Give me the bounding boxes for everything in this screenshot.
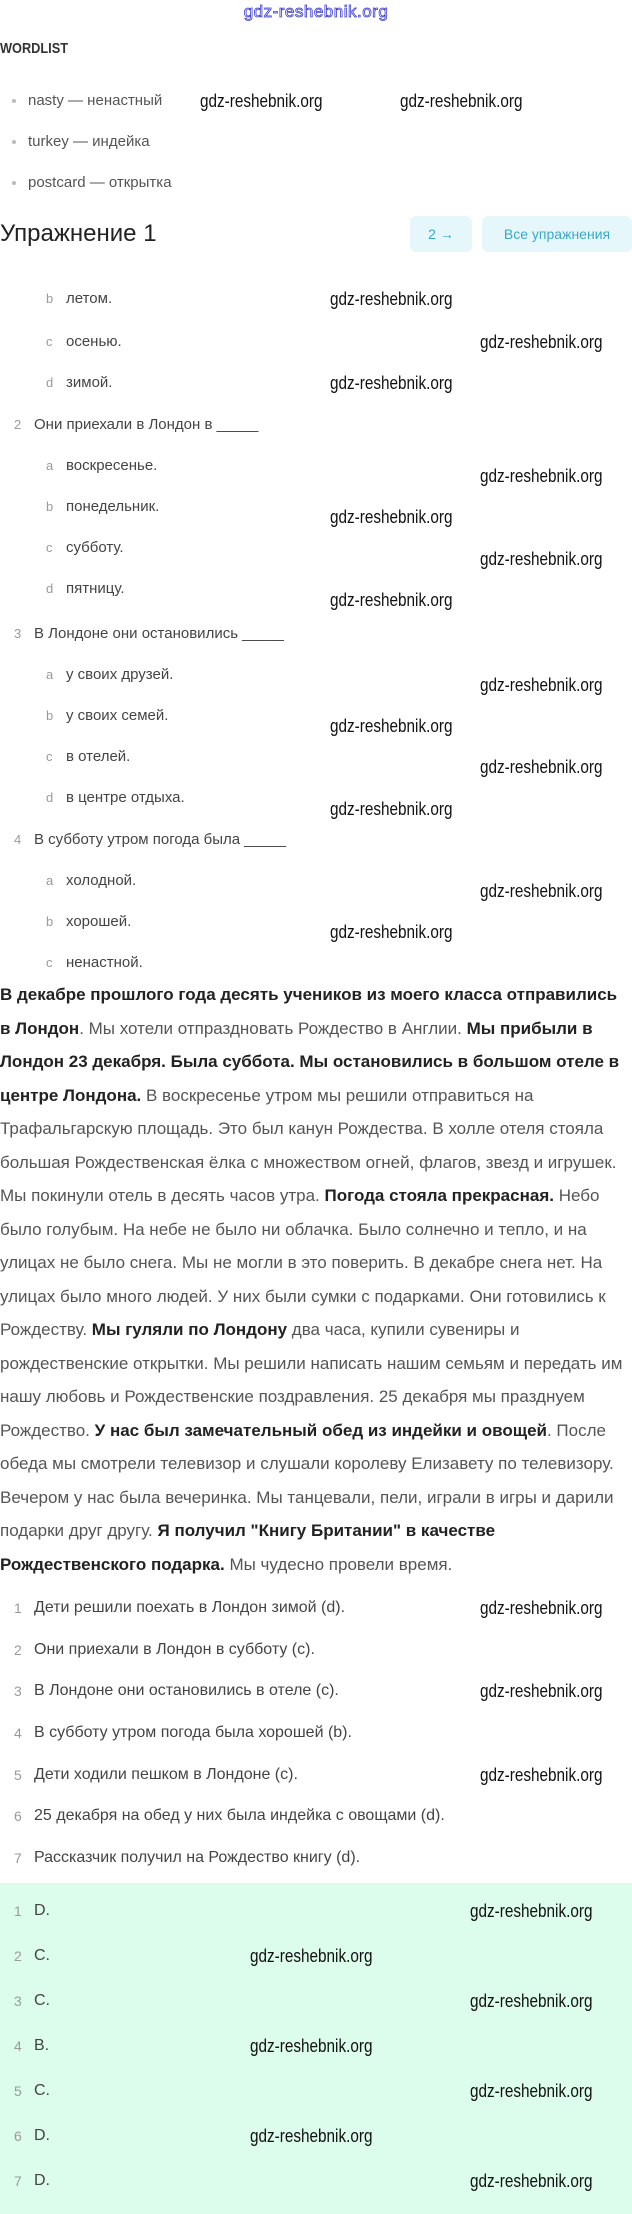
next-exercise-button[interactable]: 2 → <box>410 216 472 252</box>
wordlist-text: postcard — открытка <box>28 174 172 191</box>
statement-item <box>0 1670 632 1712</box>
statement-text: Дети решили поехать в Лондон зимой (d). <box>34 1598 346 1616</box>
watermark-text: gdz-reshebnik.org <box>330 590 453 610</box>
statement-item <box>0 1754 632 1796</box>
option-letter: d <box>46 790 54 805</box>
option-text: зимой. <box>66 374 113 391</box>
answer-item <box>0 1934 632 1979</box>
quiz-option[interactable] <box>0 789 185 806</box>
all-exercises-button[interactable]: Все упражнения <box>482 216 632 252</box>
wordlist-title: WORDLIST <box>0 40 68 57</box>
watermark-text: gdz-reshebnik.org <box>480 881 603 901</box>
statement-text: 25 декабря на обед у них была индейка с овощами (d). <box>34 1807 445 1825</box>
quiz-option[interactable] <box>0 333 122 350</box>
quiz-option[interactable] <box>0 666 173 683</box>
quiz-option[interactable] <box>0 580 125 597</box>
quiz-option[interactable] <box>0 457 157 474</box>
answer-item <box>0 2069 632 2114</box>
answer-text: D. <box>34 2172 50 2190</box>
option-letter: b <box>46 708 54 723</box>
option-text: осенью. <box>66 333 122 350</box>
option-text: в отелей. <box>66 748 131 765</box>
passage-segment: В воскресенье утром мы решили отправиться на Трафальгарскую площадь. Это был канун Рождества. В холле отеля стояла большая Рождественская ёлка с множеством огней, флагов, звезд и игрушек. Мы покинули отель в десять часов утра. <box>0 1085 617 1205</box>
answer-number: 4 <box>14 2038 22 2055</box>
answer-number: 2 <box>14 1948 22 1965</box>
watermark-text: gdz-reshebnik.org <box>480 332 603 352</box>
passage-segment: Мы прибыли в Лондон 23 декабря. Была суббота. Мы остановились в большом отеле в центре Лондона. <box>0 1018 620 1105</box>
question-number: 4 <box>14 832 22 847</box>
statement-text: Рассказчик получил на Рождество книгу (d). <box>34 1848 361 1866</box>
answer-number: 6 <box>14 2128 22 2145</box>
content-flow <box>0 978 632 2214</box>
passage-segment: Мы чудесно провели время. <box>224 1554 453 1574</box>
passage-segment: У нас был замечательный обед из индейки и овощей <box>94 1420 547 1440</box>
option-text: субботу. <box>66 539 124 556</box>
option-text: ненастной. <box>66 954 143 971</box>
statements-list <box>0 1587 632 1879</box>
statement-number: 3 <box>14 1683 22 1700</box>
answer-number: 5 <box>14 2083 22 2100</box>
watermark-text: gdz-reshebnik.org <box>330 289 453 309</box>
watermark-text: gdz-reshebnik.org <box>250 2036 373 2057</box>
answers-box <box>0 1883 632 2214</box>
option-letter: b <box>46 499 54 514</box>
watermark-text: gdz-reshebnik.org <box>480 1764 603 1785</box>
quiz-question <box>0 625 284 642</box>
quiz-option[interactable] <box>0 748 130 765</box>
watermark-text: gdz-reshebnik.org <box>470 1901 593 1922</box>
answer-text: B. <box>34 2037 50 2055</box>
answer-number: 1 <box>14 1903 22 1920</box>
quiz-option[interactable] <box>0 374 112 391</box>
watermark-text: gdz-reshebnik.org <box>480 675 603 695</box>
option-letter: c <box>46 334 53 349</box>
watermark-text: gdz-reshebnik.org <box>330 373 453 393</box>
answer-item <box>0 2159 632 2204</box>
reading-passage <box>0 978 630 1581</box>
option-text: у своих семей. <box>66 707 169 724</box>
answer-text: C. <box>34 1947 50 1965</box>
passage-segment: Небо было голубым. На небе не было ни облачка. Было солнечно и тепло, и на улицах не было снега. Мы не могли в это поверить. В декабре снега нет. На улицах было много людей. У них были сумки с подарками. Они готовились к Рождеству. <box>0 1186 606 1339</box>
statement-number: 1 <box>14 1599 22 1616</box>
statement-item <box>0 1837 632 1879</box>
statement-text: В субботу утром погода была хорошей (b). <box>34 1723 352 1741</box>
watermark-text: gdz-reshebnik.org <box>470 1991 593 2012</box>
statement-number: 6 <box>14 1808 22 1825</box>
statement-number: 5 <box>14 1766 22 1783</box>
watermark-text: gdz-reshebnik.org <box>480 466 603 486</box>
option-letter: c <box>46 540 53 555</box>
answer-item <box>0 1979 632 2024</box>
option-letter: c <box>46 749 53 764</box>
answer-item <box>0 1889 632 1934</box>
watermark-text: gdz-reshebnik.org <box>250 1946 373 1967</box>
question-number: 2 <box>14 417 22 432</box>
passage-segment: . Мы хотели отпраздновать Рождество в Англии. <box>79 1018 467 1038</box>
bullet-icon <box>12 140 16 144</box>
watermark-text: gdz-reshebnik.org <box>480 549 603 569</box>
watermark-text: gdz-reshebnik.org <box>250 2126 373 2147</box>
option-letter: a <box>46 667 54 682</box>
answer-item <box>0 2114 632 2159</box>
quiz-option[interactable] <box>0 498 159 515</box>
watermark-text: gdz-reshebnik.org <box>330 799 453 819</box>
question-number: 3 <box>14 626 22 641</box>
bullet-icon <box>12 99 16 103</box>
option-text: холодной. <box>66 872 137 889</box>
site-link[interactable]: gdz-reshebnik.org <box>243 2 389 21</box>
answer-text: C. <box>34 2082 50 2100</box>
option-text: в центре отдыха. <box>66 789 185 806</box>
quiz-option[interactable] <box>0 539 124 556</box>
option-letter: b <box>46 291 54 306</box>
statement-item <box>0 1629 632 1671</box>
question-text: Они приехали в Лондон в _____ <box>34 416 259 433</box>
exercise-title: Упражнение 1 <box>0 220 157 247</box>
quiz-option[interactable] <box>0 290 112 307</box>
answer-text: D. <box>34 1902 50 1920</box>
bullet-icon <box>12 181 16 185</box>
wordlist-item <box>12 174 172 191</box>
quiz-option[interactable] <box>0 872 136 889</box>
passage-segment: Мы гуляли по Лондону <box>91 1320 288 1339</box>
answer-text: D. <box>34 2127 50 2145</box>
option-text: хорошей. <box>66 913 132 930</box>
quiz-question <box>0 416 258 433</box>
statement-text: Они приехали в Лондон в субботу (c). <box>34 1640 315 1658</box>
statement-number: 4 <box>14 1724 22 1741</box>
passage-segment: два часа, купили сувениры и рождественские открытки. Мы решили написать нашим семьям и передать им нашу любовь и Рождественские поздравления. 25 декабря мы празднуем Рождество. <box>0 1320 623 1440</box>
watermark-text: gdz-reshebnik.org <box>400 91 523 111</box>
watermark-text: gdz-reshebnik.org <box>470 2081 593 2102</box>
answer-number: 3 <box>14 1993 22 2010</box>
watermark-text: gdz-reshebnik.org <box>480 1597 603 1618</box>
statement-text: Дети ходили пешком в Лондоне (c). <box>34 1765 298 1783</box>
watermark-text: gdz-reshebnik.org <box>330 922 453 942</box>
passage-segment: Погода стояла прекрасная. <box>324 1186 554 1205</box>
passage-segment: Я получил "Книгу Британии" в качестве Рождественского подарка. <box>0 1521 496 1574</box>
statement-item <box>0 1712 632 1754</box>
question-text: В субботу утром погода была _____ <box>34 831 287 848</box>
answer-number: 7 <box>14 2173 22 2190</box>
statement-item <box>0 1587 632 1629</box>
watermark-text: gdz-reshebnik.org <box>330 507 453 527</box>
option-letter: b <box>46 914 54 929</box>
option-text: воскресенье. <box>66 457 158 474</box>
wordlist-item <box>12 133 150 150</box>
option-letter: d <box>46 581 54 596</box>
watermark-text: gdz-reshebnik.org <box>480 1681 603 1702</box>
option-letter: c <box>46 955 53 970</box>
passage-segment: В декабре прошлого года десять учеников из моего класса отправились в Лондон <box>0 985 618 1038</box>
statement-text: В Лондоне они остановились в отеле (c). <box>34 1682 339 1700</box>
wordlist-item <box>12 92 162 109</box>
statement-number: 2 <box>14 1641 22 1658</box>
option-text: у своих друзей. <box>66 666 174 683</box>
option-text: летом. <box>66 290 113 307</box>
answer-item <box>0 2024 632 2069</box>
option-letter: a <box>46 873 54 888</box>
quiz-option[interactable] <box>0 707 168 724</box>
passage-segment: . После обеда мы смотрели телевизор и слушали королеву Елизавету по телевизору. Вечером у нас была вечеринка. Мы танцевали, пели, играли в игры и дарили подарки друг другу. <box>0 1420 614 1540</box>
wordlist-text: turkey — индейка <box>28 133 150 150</box>
option-text: понедельник. <box>66 498 160 515</box>
option-letter: a <box>46 458 54 473</box>
answer-text: C. <box>34 1992 50 2010</box>
statement-item <box>0 1795 632 1837</box>
question-text: В Лондоне они остановились _____ <box>34 625 284 642</box>
statement-number: 7 <box>14 1849 22 1866</box>
quiz-question <box>0 831 286 848</box>
quiz-option[interactable] <box>0 913 131 930</box>
wordlist-text: nasty — ненастный <box>28 92 163 109</box>
watermark-text: gdz-reshebnik.org <box>470 2171 593 2192</box>
watermark-text: gdz-reshebnik.org <box>330 716 453 736</box>
watermark-text: gdz-reshebnik.org <box>200 91 323 111</box>
option-text: пятницу. <box>66 580 125 597</box>
quiz-option[interactable] <box>0 954 143 971</box>
watermark-text: gdz-reshebnik.org <box>480 757 603 777</box>
option-letter: d <box>46 375 54 390</box>
